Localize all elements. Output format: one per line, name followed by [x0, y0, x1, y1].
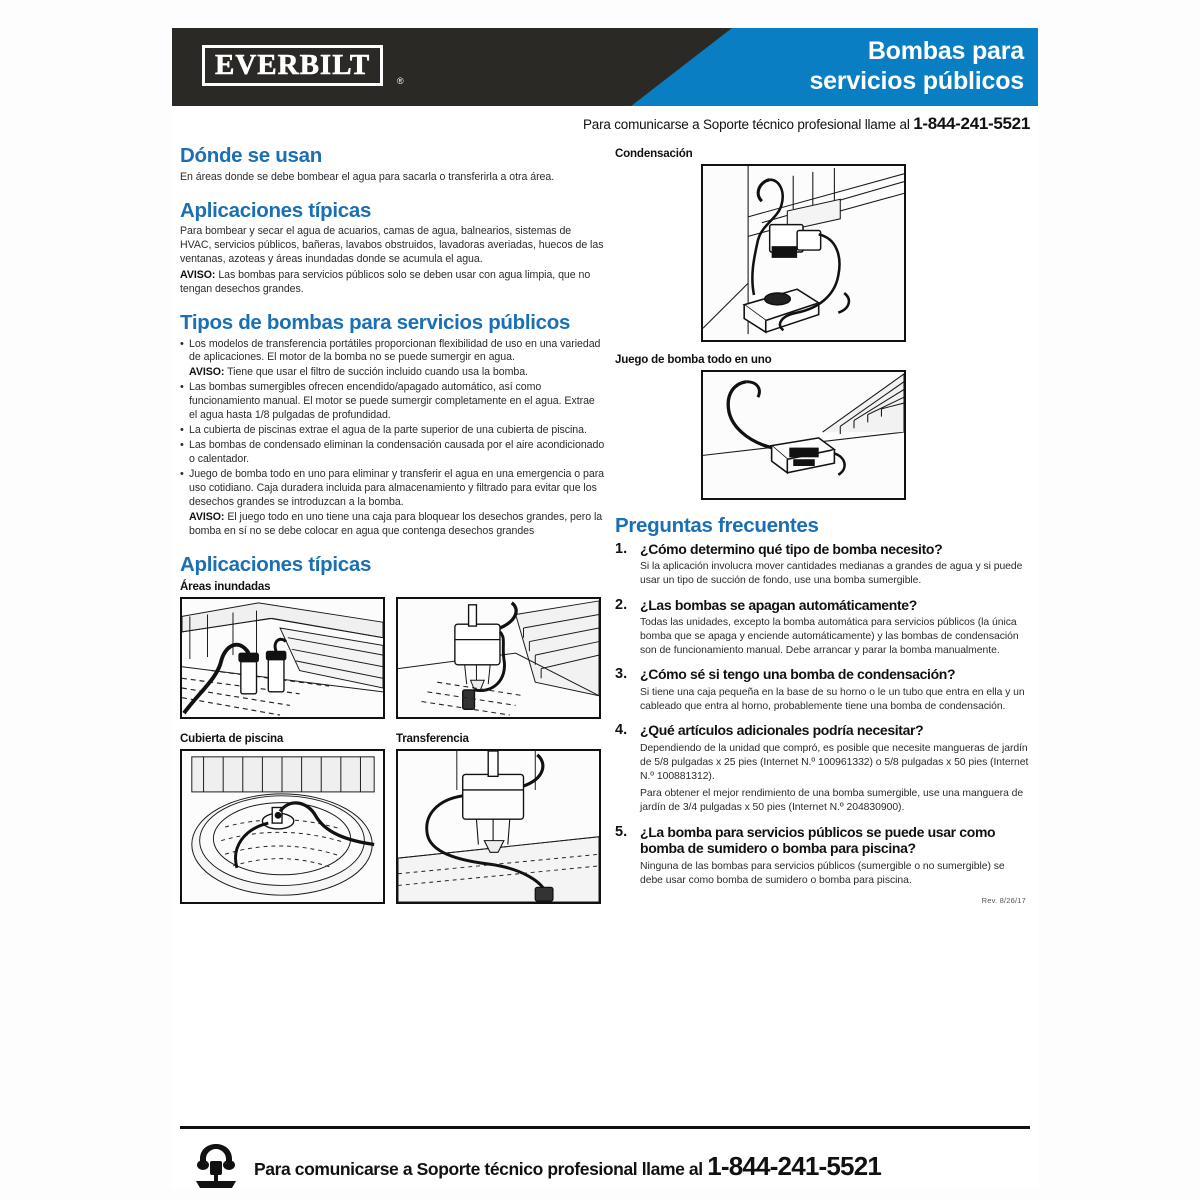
telephone-icon — [190, 1143, 242, 1189]
flooded-area-basement-illustration — [180, 597, 385, 719]
faq-item — [615, 824, 1030, 887]
footer-phone: 1-844-241-5521 — [707, 1150, 882, 1181]
faq-item — [615, 722, 1030, 815]
everbilt-logo-text: EVERBILT — [215, 49, 371, 81]
faq-list — [615, 541, 1030, 888]
pump-types-list — [180, 338, 605, 540]
page-title-line1: Bombas para — [867, 37, 1024, 65]
list-item — [180, 439, 605, 467]
faq-item — [615, 666, 1030, 713]
heading-pump-types: Tipos de bombas para servicios públicos — [180, 310, 571, 334]
support-prefix: Para comunicarse a Soporte técnico profesional llame al — [582, 117, 910, 132]
list-item — [180, 381, 605, 423]
text-where-used: En áreas donde se debe bombear el agua para sacarla o transferirla a otra área. — [180, 170, 555, 183]
note-text: Las bombas para servicios públicos solo se deben usar con agua limpia, que no tengan desechos grandes. — [180, 269, 591, 295]
list-item-text: Las bombas sumergibles ofrecen encendido/apagado automático, así como funcionamiento manual. El motor se puede sumergir completamente en el agua. Extrae el agua hasta 1/8 pulgadas de profundidad. — [189, 381, 595, 422]
list-item-text: Las bombas de condensado eliminan la condensación causada por el aire acondicionado o calentador. — [189, 439, 605, 466]
list-item — [180, 468, 605, 539]
list-item-text: Los modelos de transferencia portátiles proporcionan flexibilidad de uso en una variedad de aplicaciones. El motor de la bomba no se puede sumergir en agua. — [189, 337, 601, 364]
page-title-line2: servicios públicos — [809, 67, 1024, 95]
transfer-pump-illustration — [396, 749, 601, 904]
all-in-one-pump-kit-illustration — [701, 370, 906, 500]
left-column — [180, 144, 605, 904]
caption-all-in-one-kit: Juego de bomba todo en uno — [615, 353, 772, 366]
support-line — [583, 114, 1030, 134]
page-footer — [180, 1140, 1030, 1192]
support-phone: 1-844-241-5521 — [913, 114, 1030, 133]
caption-flooded-areas: Áreas inundadas — [180, 579, 271, 593]
support-subbar — [172, 106, 1038, 140]
heading-where-used: Dónde se usan — [180, 144, 322, 167]
faq-question: ¿Cómo determino qué tipo de bomba necesito? — [640, 540, 943, 557]
pool-transfer-illustrations-row — [180, 749, 605, 904]
flooded-illustrations-row — [180, 597, 605, 719]
faq-item — [615, 597, 1030, 658]
pool-cover-illustration — [180, 749, 385, 904]
flooded-area-stairs-illustration — [396, 597, 601, 719]
list-item-note — [189, 511, 605, 539]
caption-pool-cover: Cubierta de piscina — [180, 731, 284, 745]
note-text: El juego todo en uno tiene una caja para bloquear los desechos grandes, pero la bomba en sí no se debe colocar en agua que contenga desechos grandes — [189, 511, 603, 538]
list-item-text: La cubierta de piscinas extrae el agua de la parte superior de una cubierta de piscina. — [189, 424, 587, 437]
faq-answer: Dependiendo de la unidad que compró, es posible que necesite mangueras de jardín de 5/8 pulgadas x 25 pies (Internet N.º 100961332) o 5/8 pulgadas x 50 pies (Internet N.º 100881312). — [640, 742, 1029, 782]
caption-transfer: Transferencia — [396, 731, 469, 745]
right-column — [615, 144, 1030, 905]
revision-label: Rev. 8/26/17 — [981, 896, 1026, 906]
list-item-text: Juego de bomba todo en uno para eliminar y transferir el agua en una emergencia o para uso cotidiano. Caja duradera incluida para almacenamiento y filtrado para evitar que los desechos grandes se introduzcan a la bomba. — [189, 468, 605, 509]
note-text: Tiene que usar el filtro de succión incluido cuando usa la bomba. — [227, 366, 528, 379]
note-typical-applications — [180, 269, 605, 297]
caption-condensation: Condensación — [615, 147, 693, 160]
faq-answer: Si tiene una caja pequeña en la base de su horno o le un tubo que entra en ella y un cableado que entra al horno, probablemente tiene una bomba de condensación. — [640, 686, 1025, 712]
heading-applications-gallery: Aplicaciones típicas — [180, 553, 372, 577]
note-label: AVISO: — [180, 269, 216, 281]
list-item — [180, 338, 605, 381]
list-item — [180, 424, 605, 438]
faq-question: ¿Cómo sé si tengo una bomba de condensación? — [640, 666, 956, 683]
heading-typical-applications: Aplicaciones típicas — [180, 198, 372, 222]
faq-question: ¿Las bombas se apagan automáticamente? — [640, 596, 917, 613]
faq-item — [615, 541, 1030, 588]
faq-answer: Para obtener el mejor rendimiento de una bomba sumergible, use una manguera de jardín de 3/4 pulgadas x 50 pies (Internet N.º 204830900). — [640, 788, 1024, 814]
faq-question: ¿Qué artículos adicionales podría necesitar? — [640, 722, 924, 739]
list-item-note — [189, 366, 605, 380]
heading-faq: Preguntas frecuentes — [615, 514, 819, 537]
everbilt-logo — [202, 45, 383, 86]
page-title — [809, 36, 1024, 96]
note-label: AVISO: — [189, 511, 225, 524]
faq-answer: Ninguna de las bombas para servicios públicos (sumergible o no sumergible) se debe usar como bomba de sumidero o bomba para piscina. — [640, 860, 1005, 886]
trademark-icon: ® — [397, 76, 404, 86]
faq-question: ¿La bomba para servicios públicos se puede usar como bomba de sumidero o bomba para piscina? — [640, 824, 996, 857]
faq-answer: Si la aplicación involucra mover cantidades medianas a grandes de agua y si puede usar un tipo de succión de fondo, use una bomba sumergible. — [640, 560, 1023, 586]
note-label: AVISO: — [189, 366, 225, 379]
footer-support-prefix: Para comunicarse a Soporte técnico profesional llame al — [254, 1158, 703, 1179]
footer-support-line — [254, 1151, 881, 1182]
text-typical-applications: Para bombear y secar el agua de acuarios, camas de agua, balnearios, sistemas de HVAC, servicios públicos, bañeras, lavabos obstruidos, lavadoras averiadas, huecos de las ventanas, azoteas y áreas inundadas donde se acumula el agua. — [180, 225, 604, 266]
page-header — [172, 28, 1038, 106]
footer-divider — [180, 1126, 1030, 1129]
faq-answer: Todas las unidades, excepto la bomba automática para servicios públicos (la única bomba que se apaga y enciende automáticamente) y las bombas de condensación son de funcionamiento manual. Debe arrancar y parar la bomba manualmente. — [640, 616, 1019, 656]
condensation-pump-illustration — [701, 164, 906, 342]
content-columns — [172, 140, 1038, 1125]
document-sheet — [172, 28, 1038, 1188]
gallery-captions-row — [180, 721, 605, 749]
